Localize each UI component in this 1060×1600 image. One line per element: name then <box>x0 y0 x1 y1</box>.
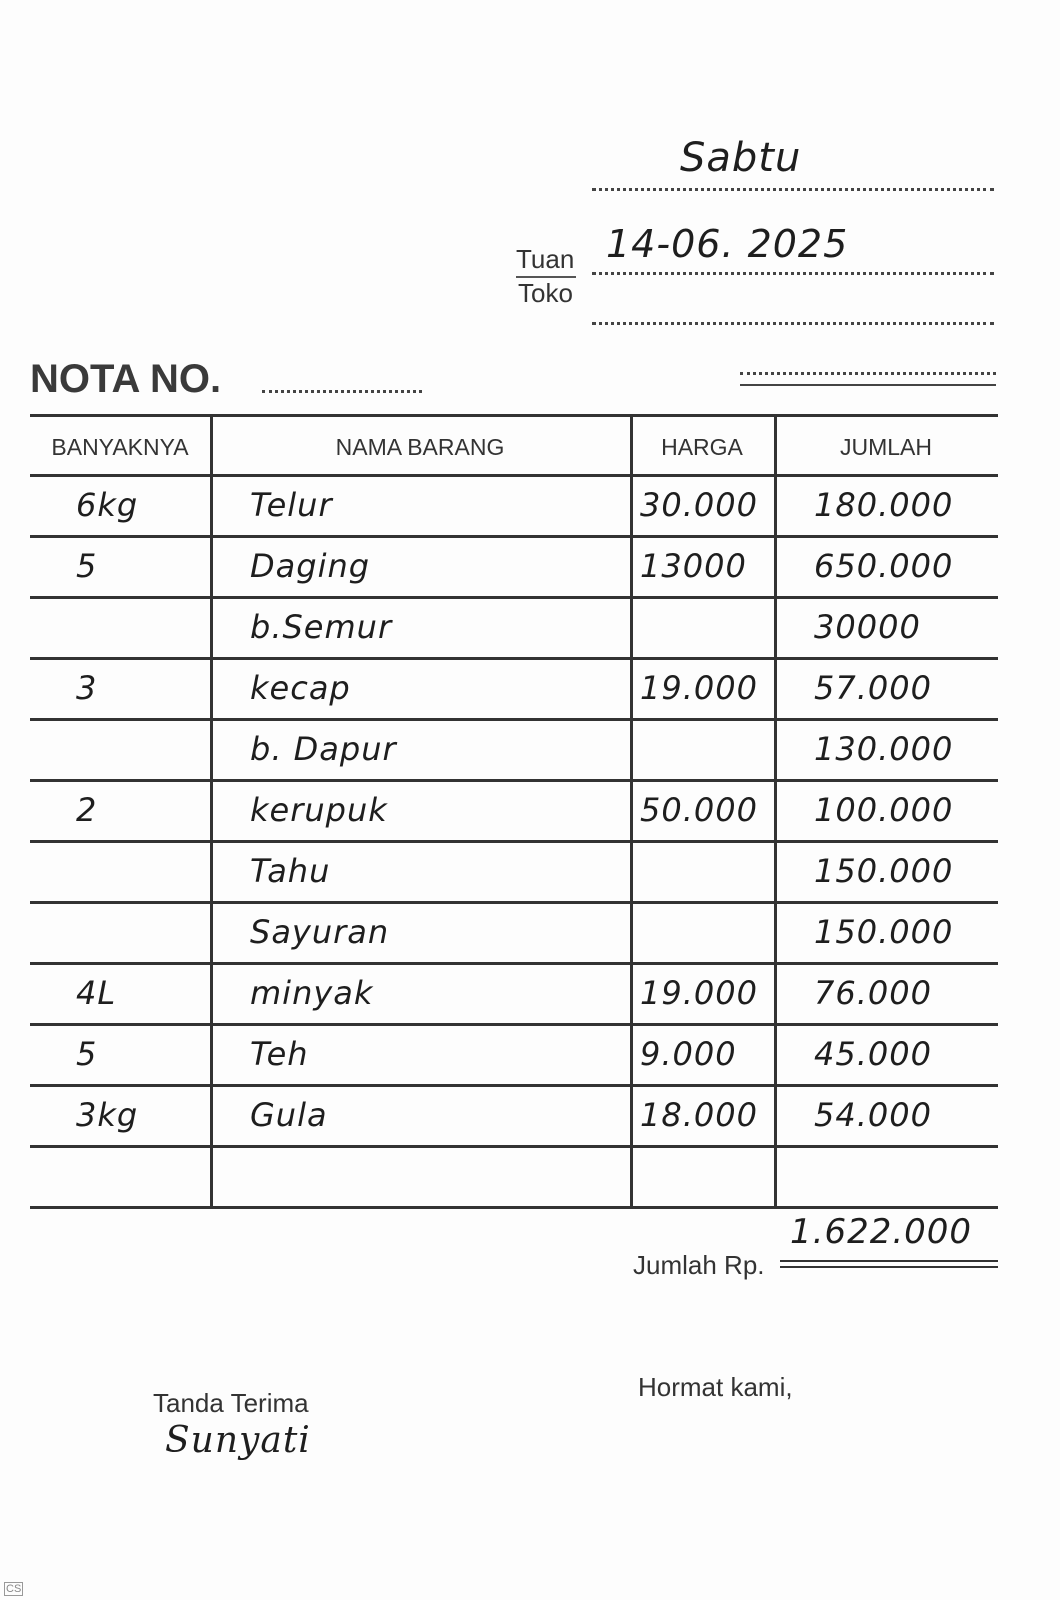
cell-price: 19.000 <box>640 974 758 1012</box>
scanner-mark: CS <box>6 1583 22 1595</box>
cell-price: 30.000 <box>640 486 758 524</box>
cell-item: Sayuran <box>250 913 390 951</box>
cell-total: 150.000 <box>814 913 954 951</box>
cell-total: 150.000 <box>814 852 954 890</box>
cell-item: b. Dapur <box>250 730 397 768</box>
total-double-underline <box>780 1266 998 1268</box>
nota-right-dotted-line <box>740 372 996 375</box>
cell-item: b.Semur <box>250 608 393 646</box>
table-row-line <box>30 1206 998 1209</box>
date-dotted-line <box>592 272 994 275</box>
col-header-qty: BANYAKNYA <box>51 434 189 460</box>
tanda-terima-label: Tanda Terima <box>153 1388 309 1418</box>
table-column-line <box>210 414 213 1206</box>
table-column-line <box>774 414 777 1206</box>
cell-item: Telur <box>250 486 333 524</box>
cell-qty: 6kg <box>76 486 139 524</box>
cell-qty: 4L <box>76 974 117 1012</box>
table-column-line <box>630 414 633 1206</box>
cell-price: 19.000 <box>640 669 758 707</box>
cell-item: minyak <box>250 974 374 1012</box>
total-underline <box>780 1260 998 1262</box>
day-handwritten: Sabtu <box>680 135 802 181</box>
cell-total: 54.000 <box>814 1096 932 1134</box>
cell-price: 9.000 <box>640 1035 737 1073</box>
cell-item: Gula <box>250 1096 328 1134</box>
table-row-line <box>30 474 998 477</box>
cell-item: kecap <box>250 669 351 707</box>
table-row-line <box>30 1023 998 1026</box>
hormat-kami-label: Hormat kami, <box>638 1372 793 1402</box>
col-header-price: HARGA <box>661 434 743 460</box>
nota-dotted-line <box>262 390 422 393</box>
cell-total: 100.000 <box>814 791 954 829</box>
tuan-label: Tuan <box>516 244 575 274</box>
day-dotted-line <box>592 188 994 191</box>
cell-total: 30000 <box>814 608 921 646</box>
table-row-line <box>30 779 998 782</box>
total-label: Jumlah Rp. <box>633 1250 765 1280</box>
total-value: 1.622.000 <box>790 1212 973 1252</box>
nota-right-line <box>740 384 996 386</box>
cell-price: 13000 <box>640 547 747 585</box>
table-row-line <box>30 901 998 904</box>
items-table <box>30 414 998 1226</box>
cell-total: 650.000 <box>814 547 954 585</box>
signature: Sunyati <box>165 1420 311 1461</box>
cell-item: Teh <box>250 1035 309 1073</box>
table-row-line <box>30 1145 998 1148</box>
table-row-line <box>30 596 998 599</box>
cell-total: 180.000 <box>814 486 954 524</box>
date-handwritten: 14-06. 2025 <box>606 222 849 266</box>
cell-price: 18.000 <box>640 1096 758 1134</box>
table-row-line <box>30 535 998 538</box>
cell-total: 130.000 <box>814 730 954 768</box>
toko-dotted-line <box>592 322 994 325</box>
cell-item: Tahu <box>250 852 331 890</box>
table-row-line <box>30 414 998 417</box>
cell-qty: 3 <box>76 669 98 707</box>
cell-item: Daging <box>250 547 371 585</box>
table-row-line <box>30 657 998 660</box>
cell-price: 50.000 <box>640 791 758 829</box>
cell-item: kerupuk <box>250 791 388 829</box>
nota-number-label: NOTA NO. <box>30 357 222 401</box>
table-row-line <box>30 1084 998 1087</box>
cell-qty: 5 <box>76 547 98 585</box>
toko-label: Toko <box>518 278 573 308</box>
cell-total: 57.000 <box>814 669 932 707</box>
table-row-line <box>30 840 998 843</box>
cell-total: 76.000 <box>814 974 932 1012</box>
cell-qty: 2 <box>76 791 98 829</box>
cell-total: 45.000 <box>814 1035 932 1073</box>
table-row-line <box>30 962 998 965</box>
cell-qty: 5 <box>76 1035 98 1073</box>
cell-qty: 3kg <box>76 1096 139 1134</box>
col-header-total: JUMLAH <box>839 434 932 460</box>
col-header-item: NAMA BARANG <box>335 434 505 460</box>
table-row-line <box>30 718 998 721</box>
